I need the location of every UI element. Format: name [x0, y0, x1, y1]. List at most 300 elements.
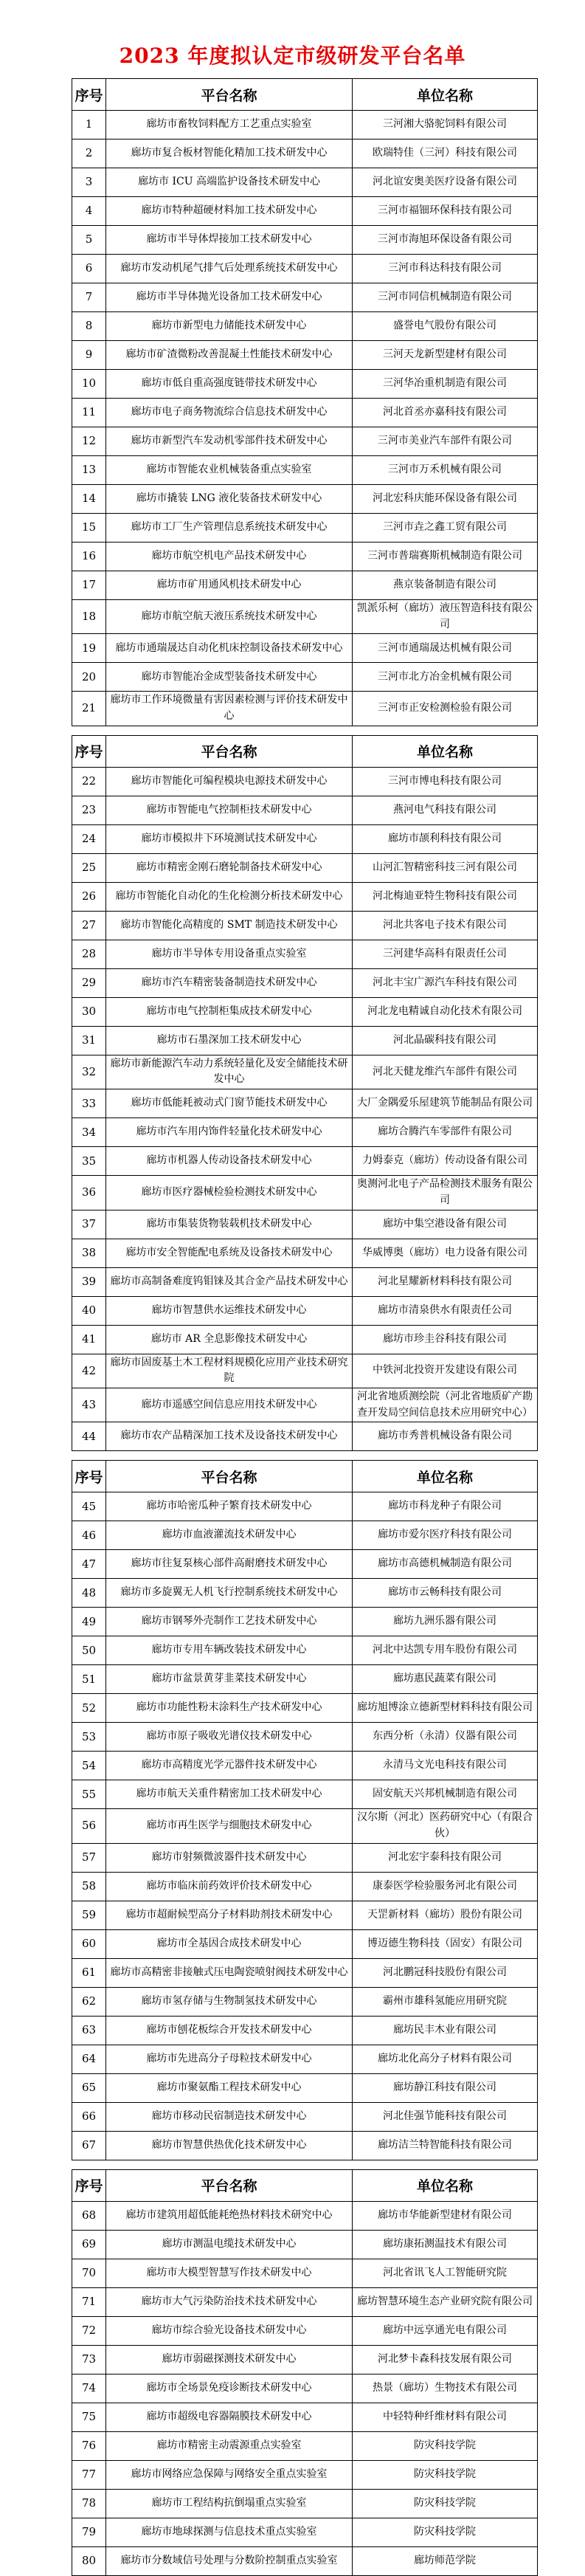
platform-name-cell: 廊坊市超耐候型高分子材料助剂技术研发中心 — [106, 1901, 353, 1929]
platform-name-cell: 廊坊市通瑞晟达自动化机床控制设备技术研发中心 — [106, 634, 353, 663]
row-number-cell: 44 — [72, 1422, 106, 1451]
row-number-cell: 5 — [72, 226, 106, 255]
platform-name-cell: 廊坊市低能耗被动式门窗节能技术研发中心 — [106, 1089, 353, 1118]
table-row — [72, 1026, 538, 1055]
row-number-cell: 61 — [72, 1958, 106, 1987]
unit-name-cell: 汉尔斯（河北）医药研究中心（有限合伙） — [353, 1809, 538, 1843]
table-row — [72, 2102, 538, 2131]
row-number-cell: 12 — [72, 427, 106, 456]
table-row — [72, 226, 538, 255]
platform-name-cell: 廊坊市哈密瓜种子繁育技术研发中心 — [106, 1492, 353, 1521]
table-row — [72, 2230, 538, 2259]
platform-name-cell: 廊坊市聚氨酯工程技术研发中心 — [106, 2073, 353, 2102]
row-number-cell: 17 — [72, 571, 106, 600]
table-row — [72, 1723, 538, 1752]
row-number-cell: 59 — [72, 1901, 106, 1929]
unit-name-cell: 廊坊北化高分子材料有限公司 — [353, 2045, 538, 2073]
row-number-cell: 13 — [72, 456, 106, 485]
platform-name-cell: 廊坊市半导体焊接加工技术研发中心 — [106, 226, 353, 255]
table-row — [72, 911, 538, 940]
unit-name-cell: 三河湘大骆驼饲料有限公司 — [353, 111, 538, 140]
column-header: 序号 — [72, 735, 106, 767]
row-number-cell: 49 — [72, 1608, 106, 1636]
document-page — [0, 40, 585, 2567]
row-number-cell: 70 — [72, 2259, 106, 2287]
unit-name-cell: 廊坊静江科技有限公司 — [353, 2073, 538, 2102]
column-header: 序号 — [72, 79, 106, 111]
row-number-cell: 10 — [72, 370, 106, 399]
platform-name-cell: 廊坊市医疗器械检验检测技术研发中心 — [106, 1176, 353, 1210]
row-number-cell: 28 — [72, 940, 106, 968]
platform-name-cell: 廊坊市全场景免疫诊断技术研发中心 — [106, 2374, 353, 2403]
row-number-cell: 16 — [72, 543, 106, 571]
row-number-cell: 37 — [72, 1210, 106, 1239]
table-row — [72, 140, 538, 168]
row-number-cell: 41 — [72, 1325, 106, 1354]
row-number-cell: 64 — [72, 2045, 106, 2073]
unit-name-cell: 河北省讯飞人工智能研究院 — [353, 2259, 538, 2287]
platform-name-cell: 廊坊市专用车辆改装技术研发中心 — [106, 1636, 353, 1665]
table-row — [72, 1055, 538, 1089]
row-number-cell: 18 — [72, 600, 106, 634]
platform-name-cell: 廊坊市 AR 全息影像技术研发中心 — [106, 1325, 353, 1354]
unit-name-cell: 防灾科技学院 — [353, 2431, 538, 2460]
table-row — [72, 2374, 538, 2403]
unit-name-cell: 廊坊市秀普机械设备有限公司 — [353, 1422, 538, 1451]
row-number-cell: 8 — [72, 312, 106, 341]
unit-name-cell: 燕河电气科技有限公司 — [353, 796, 538, 824]
platform-name-cell: 廊坊市盆景黄芽韭菜技术研发中心 — [106, 1665, 353, 1694]
row-number-cell: 40 — [72, 1296, 106, 1325]
row-number-cell: 52 — [72, 1694, 106, 1723]
row-number-cell: 34 — [72, 1118, 106, 1147]
table-row — [72, 853, 538, 882]
platform-name-cell: 廊坊市半导体专用设备重点实验室 — [106, 940, 353, 968]
unit-name-cell: 凯派乐柯（廊坊）液压智造科技有限公司 — [353, 600, 538, 634]
header-row — [72, 735, 538, 767]
column-header: 单位名称 — [353, 2169, 538, 2201]
unit-name-cell: 热景（廊坊）生物技术有限公司 — [353, 2374, 538, 2403]
platform-name-cell: 廊坊市智能化高精度的 SMT 制造技术研发中心 — [106, 911, 353, 940]
table-row — [72, 968, 538, 997]
unit-name-cell: 盛誉电气股份有限公司 — [353, 312, 538, 341]
table-row — [72, 1521, 538, 1550]
unit-name-cell: 三河市福钿环保科技有限公司 — [353, 197, 538, 226]
row-number-cell: 77 — [72, 2460, 106, 2489]
row-number-cell: 4 — [72, 197, 106, 226]
table-row — [72, 1929, 538, 1958]
table-row — [72, 168, 538, 197]
platform-name-cell: 廊坊市氢存储与生物制氢技术研发中心 — [106, 1987, 353, 2016]
unit-name-cell: 廊坊智慧环境生态产业研究院有限公司 — [353, 2287, 538, 2316]
table-row — [72, 692, 538, 726]
unit-name-cell: 三河市正安检测检验有限公司 — [353, 692, 538, 726]
row-number-cell: 71 — [72, 2287, 106, 2316]
row-number-cell: 54 — [72, 1752, 106, 1780]
row-number-cell: 60 — [72, 1929, 106, 1958]
platform-name-cell: 廊坊市农产品精深加工技术及设备技术研发中心 — [106, 1422, 353, 1451]
unit-name-cell: 廊坊市清泉供水有限责任公司 — [353, 1296, 538, 1325]
table-row — [72, 2489, 538, 2518]
header-row — [72, 79, 538, 111]
table-row — [72, 1239, 538, 1267]
platform-name-cell: 廊坊市汽车用内饰件轻量化技术研发中心 — [106, 1118, 353, 1147]
platform-name-cell: 廊坊市矿用通风机技术研发中心 — [106, 571, 353, 600]
unit-name-cell: 三河市科达科技有限公司 — [353, 255, 538, 283]
unit-name-cell: 固安航天兴邦机械制造有限公司 — [353, 1780, 538, 1809]
unit-name-cell: 东西分析（永清）仪器有限公司 — [353, 1723, 538, 1752]
table-row — [72, 341, 538, 370]
column-header: 序号 — [72, 1461, 106, 1492]
platform-name-cell: 廊坊市特种超硬材料加工技术研发中心 — [106, 197, 353, 226]
unit-name-cell: 廊坊洁兰特智能科技有限公司 — [353, 2131, 538, 2160]
platform-name-cell: 廊坊市石墨深加工技术研发中心 — [106, 1026, 353, 1055]
table-row — [72, 1422, 538, 1451]
roster-table-2 — [72, 735, 538, 1452]
row-number-cell: 43 — [72, 1388, 106, 1422]
row-number-cell: 65 — [72, 2073, 106, 2102]
unit-name-cell: 河北共客电子技术有限公司 — [353, 911, 538, 940]
unit-name-cell: 廊坊中集空港设备有限公司 — [353, 1210, 538, 1239]
platform-name-cell: 廊坊市集装货物装载机技术研发中心 — [106, 1210, 353, 1239]
table-row — [72, 2546, 538, 2575]
row-number-cell: 72 — [72, 2316, 106, 2345]
platform-name-cell: 廊坊市低自重高强度链带技术研发中心 — [106, 370, 353, 399]
table-row — [72, 824, 538, 853]
unit-name-cell: 防灾科技学院 — [353, 2489, 538, 2518]
column-header: 平台名称 — [106, 1461, 353, 1492]
table-row — [72, 1147, 538, 1176]
platform-name-cell: 廊坊市大模型智慧写作技术研发中心 — [106, 2259, 353, 2287]
unit-name-cell: 廊坊市华能新型建材有限公司 — [353, 2201, 538, 2230]
table-row — [72, 940, 538, 968]
row-number-cell: 31 — [72, 1026, 106, 1055]
row-number-cell: 55 — [72, 1780, 106, 1809]
unit-name-cell: 廊坊师范学院 — [353, 2546, 538, 2575]
unit-name-cell: 河北梦卡森科技发展有限公司 — [353, 2345, 538, 2374]
table-row — [72, 255, 538, 283]
platform-name-cell: 廊坊市智慧供水运维技术研发中心 — [106, 1296, 353, 1325]
unit-name-cell: 河北宏宇泰科技有限公司 — [353, 1843, 538, 1872]
platform-name-cell: 廊坊市地球探测与信息技术重点实验室 — [106, 2518, 353, 2546]
table-row — [72, 1809, 538, 1843]
row-number-cell: 27 — [72, 911, 106, 940]
unit-name-cell: 廊坊民丰木业有限公司 — [353, 2016, 538, 2045]
platform-name-cell: 廊坊市航空机电产品技术研发中心 — [106, 543, 353, 571]
column-header: 序号 — [72, 2169, 106, 2201]
row-number-cell: 57 — [72, 1843, 106, 1872]
row-number-cell: 74 — [72, 2374, 106, 2403]
platform-name-cell: 廊坊市智能化自动化的生化检测分析技术研发中心 — [106, 882, 353, 911]
unit-name-cell: 三河市垚之鑫工贸有限公司 — [353, 514, 538, 543]
unit-name-cell: 廊坊市云畅科技有限公司 — [353, 1579, 538, 1608]
table-row — [72, 571, 538, 600]
unit-name-cell: 河北丰宝广源汽车科技有限公司 — [353, 968, 538, 997]
table-row — [72, 1267, 538, 1296]
unit-name-cell: 天罡新材料（廊坊）股份有限公司 — [353, 1901, 538, 1929]
roster-table-3 — [72, 1460, 538, 2160]
platform-name-cell: 廊坊市发动机尾气排气后处理系统技术研发中心 — [106, 255, 353, 283]
table-row — [72, 1694, 538, 1723]
row-number-cell: 14 — [72, 485, 106, 514]
unit-name-cell: 河北首丞亦嘉科技有限公司 — [353, 399, 538, 427]
row-number-cell: 19 — [72, 634, 106, 663]
unit-name-cell: 河北中达凯专用车股份有限公司 — [353, 1636, 538, 1665]
row-number-cell: 6 — [72, 255, 106, 283]
table-row — [72, 370, 538, 399]
platform-name-cell: 廊坊市钢琴外壳制作工艺技术研发中心 — [106, 1608, 353, 1636]
platform-name-cell: 廊坊市电气控制柜集成技术研发中心 — [106, 997, 353, 1026]
column-header: 平台名称 — [106, 2169, 353, 2201]
row-number-cell: 24 — [72, 824, 106, 853]
unit-name-cell: 大厂金隅爱乐屋建筑节能制品有限公司 — [353, 1089, 538, 1118]
table-row — [72, 1325, 538, 1354]
platform-name-cell: 廊坊市矿渣微粉改善混凝土性能技术研发中心 — [106, 341, 353, 370]
platform-name-cell: 廊坊市工作环境微量有害因素检测与评价技术研发中心 — [106, 692, 353, 726]
table-row — [72, 882, 538, 911]
table-row — [72, 514, 538, 543]
unit-name-cell: 三河市海旭环保设备有限公司 — [353, 226, 538, 255]
platform-tables — [72, 78, 537, 2576]
table-row — [72, 2045, 538, 2073]
unit-name-cell: 华威博奥（廊坊）电力设备有限公司 — [353, 1239, 538, 1267]
unit-name-cell: 河北梅迪亚特生物科技有限公司 — [353, 882, 538, 911]
row-number-cell: 1 — [72, 111, 106, 140]
table-row — [72, 1780, 538, 1809]
platform-name-cell: 廊坊市新型汽车发动机零部件技术研发中心 — [106, 427, 353, 456]
table-row — [72, 485, 538, 514]
platform-name-cell: 廊坊市功能性粉末涂料生产技术研发中心 — [106, 1694, 353, 1723]
table-row — [72, 796, 538, 824]
platform-name-cell: 廊坊市智能冶金成型装备技术研发中心 — [106, 663, 353, 692]
row-number-cell: 53 — [72, 1723, 106, 1752]
row-number-cell: 36 — [72, 1176, 106, 1210]
table-row — [72, 1752, 538, 1780]
row-number-cell: 39 — [72, 1267, 106, 1296]
unit-name-cell: 廊坊市珍圭谷科技有限公司 — [353, 1325, 538, 1354]
platform-name-cell: 廊坊市航天关重件精密加工技术研发中心 — [106, 1780, 353, 1809]
row-number-cell: 58 — [72, 1872, 106, 1901]
table-row — [72, 634, 538, 663]
row-number-cell: 22 — [72, 767, 106, 796]
unit-name-cell: 三河天龙新型建材有限公司 — [353, 341, 538, 370]
unit-name-cell: 河北宏科庆能环保设备有限公司 — [353, 485, 538, 514]
table-row — [72, 600, 538, 634]
table-row — [72, 197, 538, 226]
platform-name-cell: 廊坊市精密金刚石磨轮制备技术研发中心 — [106, 853, 353, 882]
row-number-cell: 79 — [72, 2518, 106, 2546]
unit-name-cell: 河北佳强节能科技有限公司 — [353, 2102, 538, 2131]
column-header: 平台名称 — [106, 79, 353, 111]
unit-name-cell: 廊坊旭博涂立德新型材料科技有限公司 — [353, 1694, 538, 1723]
row-number-cell: 76 — [72, 2431, 106, 2460]
table-row — [72, 1636, 538, 1665]
platform-name-cell: 廊坊市智慧供热优化技术研发中心 — [106, 2131, 353, 2160]
table-row — [72, 2016, 538, 2045]
unit-name-cell: 三河市同信机械制造有限公司 — [353, 283, 538, 312]
table-row — [72, 2073, 538, 2102]
platform-name-cell: 廊坊市网络应急保障与网络安全重点实验室 — [106, 2460, 353, 2489]
unit-name-cell: 河北省地质测绘院（河北省地质矿产勘查开发局空间信息技术应用研究中心） — [353, 1388, 538, 1422]
platform-name-cell: 廊坊市测温电缆技术研发中心 — [106, 2230, 353, 2259]
platform-name-cell: 廊坊市高精度光学元器件技术研发中心 — [106, 1752, 353, 1780]
platform-name-cell: 廊坊市航空航天液压系统技术研发中心 — [106, 600, 353, 634]
unit-name-cell: 廊坊中远享通光电有限公司 — [353, 2316, 538, 2345]
row-number-cell: 2 — [72, 140, 106, 168]
table-row — [72, 399, 538, 427]
unit-name-cell: 河北天健龙维汽车部件有限公司 — [353, 1055, 538, 1089]
unit-name-cell: 廊坊市科龙种子有限公司 — [353, 1492, 538, 1521]
roster-table-1 — [72, 78, 538, 726]
platform-name-cell: 廊坊市原子吸收光谱仪技术研发中心 — [106, 1723, 353, 1752]
row-number-cell: 15 — [72, 514, 106, 543]
platform-name-cell: 廊坊市分数域信号处理与分数阶控制重点实验室 — [106, 2546, 353, 2575]
platform-name-cell: 廊坊市新型电力储能技术研发中心 — [106, 312, 353, 341]
unit-name-cell: 奥测河北电子产品检测技术服务有限公司 — [353, 1176, 538, 1210]
table-row — [72, 1608, 538, 1636]
row-number-cell: 46 — [72, 1521, 106, 1550]
row-number-cell: 51 — [72, 1665, 106, 1694]
table-row — [72, 2460, 538, 2489]
row-number-cell: 50 — [72, 1636, 106, 1665]
row-number-cell: 11 — [72, 399, 106, 427]
row-number-cell: 73 — [72, 2345, 106, 2374]
table-row — [72, 2131, 538, 2160]
unit-name-cell: 三河建华高科有限责任公司 — [353, 940, 538, 968]
row-number-cell: 56 — [72, 1809, 106, 1843]
page-title: 2023 年度拟认定市级研发平台名单 — [119, 44, 466, 68]
unit-name-cell: 河北晶碳科技有限公司 — [353, 1026, 538, 1055]
table-row — [72, 1958, 538, 1987]
platform-name-cell: 廊坊市畜牧饲料配方工艺重点实验室 — [106, 111, 353, 140]
unit-name-cell: 燕京装备制造有限公司 — [353, 571, 538, 600]
unit-name-cell: 廊坊康拓测温技术有限公司 — [353, 2230, 538, 2259]
unit-name-cell: 山河汇智精密科技三河有限公司 — [353, 853, 538, 882]
unit-name-cell: 河北谊安奥美医疗设备有限公司 — [353, 168, 538, 197]
table-row — [72, 2518, 538, 2546]
platform-name-cell: 廊坊市工程结构抗倒塌重点实验室 — [106, 2489, 353, 2518]
platform-name-cell: 廊坊市遥感空间信息应用技术研发中心 — [106, 1388, 353, 1422]
table-row — [72, 1872, 538, 1901]
platform-name-cell: 廊坊市电子商务物流综合信息技术研发中心 — [106, 399, 353, 427]
platform-name-cell: 廊坊市临床前药效评价技术研发中心 — [106, 1872, 353, 1901]
unit-name-cell: 三河市美业汽车部件有限公司 — [353, 427, 538, 456]
platform-name-cell: 廊坊市移动民宿制造技术研发中心 — [106, 2102, 353, 2131]
unit-name-cell: 中轻特种纤维材料有限公司 — [353, 2403, 538, 2431]
table-row — [72, 2431, 538, 2460]
table-row — [72, 2287, 538, 2316]
platform-name-cell: 廊坊市综合验光设备技术研发中心 — [106, 2316, 353, 2345]
unit-name-cell: 三河市万禾机械有限公司 — [353, 456, 538, 485]
column-header: 平台名称 — [106, 735, 353, 767]
row-number-cell: 32 — [72, 1055, 106, 1089]
platform-name-cell: 廊坊市撬装 LNG 液化装备技术研发中心 — [106, 485, 353, 514]
row-number-cell: 26 — [72, 882, 106, 911]
table-row — [72, 2259, 538, 2287]
table-row — [72, 1492, 538, 1521]
platform-name-cell: 廊坊市新能源汽车动力系统轻量化及安全储能技术研发中心 — [106, 1055, 353, 1089]
unit-name-cell: 三河华冶重机制造有限公司 — [353, 370, 538, 399]
unit-name-cell: 廊坊市高德机械制造有限公司 — [353, 1550, 538, 1579]
table-row — [72, 1354, 538, 1388]
row-number-cell: 3 — [72, 168, 106, 197]
table-row — [72, 1579, 538, 1608]
row-number-cell: 48 — [72, 1579, 106, 1608]
table-row — [72, 1089, 538, 1118]
platform-name-cell: 廊坊市高精密非接触式压电陶瓷喷射阀技术研发中心 — [106, 1958, 353, 1987]
platform-name-cell: 廊坊市智能化可编程模块电源技术研发中心 — [106, 767, 353, 796]
platform-name-cell: 廊坊市智能电气控制柜技术研发中心 — [106, 796, 353, 824]
row-number-cell: 47 — [72, 1550, 106, 1579]
platform-name-cell: 廊坊市再生医学与细胞技术研发中心 — [106, 1809, 353, 1843]
platform-name-cell: 廊坊市全基因合成技术研发中心 — [106, 1929, 353, 1958]
table-row — [72, 767, 538, 796]
platform-name-cell: 廊坊市先进高分子母粒技术研发中心 — [106, 2045, 353, 2073]
row-number-cell: 30 — [72, 997, 106, 1026]
table-row — [72, 427, 538, 456]
row-number-cell: 33 — [72, 1089, 106, 1118]
row-number-cell: 63 — [72, 2016, 106, 2045]
platform-name-cell: 廊坊市复合板材智能化精加工技术研发中心 — [106, 140, 353, 168]
platform-name-cell: 廊坊市射频微波器件技术研发中心 — [106, 1843, 353, 1872]
table-row — [72, 1550, 538, 1579]
platform-name-cell: 廊坊市血液灌流技术研发中心 — [106, 1521, 353, 1550]
table-row — [72, 312, 538, 341]
table-row — [72, 997, 538, 1026]
table-row — [72, 1987, 538, 2016]
table-row — [72, 2201, 538, 2230]
row-number-cell: 21 — [72, 692, 106, 726]
row-number-cell: 42 — [72, 1354, 106, 1388]
row-number-cell: 67 — [72, 2131, 106, 2160]
unit-name-cell: 廊坊九洲乐器有限公司 — [353, 1608, 538, 1636]
platform-name-cell: 廊坊市固废基土木工程材料规模化应用产业技术研究院 — [106, 1354, 353, 1388]
table-row — [72, 543, 538, 571]
unit-name-cell: 防灾科技学院 — [353, 2518, 538, 2546]
platform-name-cell: 廊坊市往复泵核心部件高耐磨技术研发中心 — [106, 1550, 353, 1579]
table-row — [72, 2345, 538, 2374]
platform-name-cell: 廊坊市工厂生产管理信息系统技术研发中心 — [106, 514, 353, 543]
row-number-cell: 78 — [72, 2489, 106, 2518]
row-number-cell: 66 — [72, 2102, 106, 2131]
platform-name-cell: 廊坊市多旋翼无人机飞行控制系统技术研发中心 — [106, 1579, 353, 1608]
unit-name-cell: 河北鹏冠科技股份有限公司 — [353, 1958, 538, 1987]
row-number-cell: 68 — [72, 2201, 106, 2230]
platform-name-cell: 廊坊市机器人传动设备技术研发中心 — [106, 1147, 353, 1176]
table-row — [72, 2403, 538, 2431]
row-number-cell: 7 — [72, 283, 106, 312]
header-row — [72, 1461, 538, 1492]
row-number-cell: 75 — [72, 2403, 106, 2431]
unit-name-cell: 廊坊惠民蔬菜有限公司 — [353, 1665, 538, 1694]
table-row — [72, 1388, 538, 1422]
table-row — [72, 1843, 538, 1872]
table-row — [72, 456, 538, 485]
unit-name-cell: 河北星耀新材料科技有限公司 — [353, 1267, 538, 1296]
unit-name-cell: 康泰医学检验服务河北有限公司 — [353, 1872, 538, 1901]
table-row — [72, 1901, 538, 1929]
row-number-cell: 35 — [72, 1147, 106, 1176]
unit-name-cell: 霸州市雄科氢能应用研究院 — [353, 1987, 538, 2016]
table-row — [72, 283, 538, 312]
unit-name-cell: 三河市通瑞晟达机械有限公司 — [353, 634, 538, 663]
unit-name-cell: 河北龙电精诚自动化技术有限公司 — [353, 997, 538, 1026]
column-header: 单位名称 — [353, 735, 538, 767]
unit-name-cell: 三河市普瑞赛斯机械制造有限公司 — [353, 543, 538, 571]
platform-name-cell: 廊坊市弱磁探测技术研发中心 — [106, 2345, 353, 2374]
unit-name-cell: 防灾科技学院 — [353, 2460, 538, 2489]
platform-name-cell: 廊坊市超级电容器隔膜技术研发中心 — [106, 2403, 353, 2431]
